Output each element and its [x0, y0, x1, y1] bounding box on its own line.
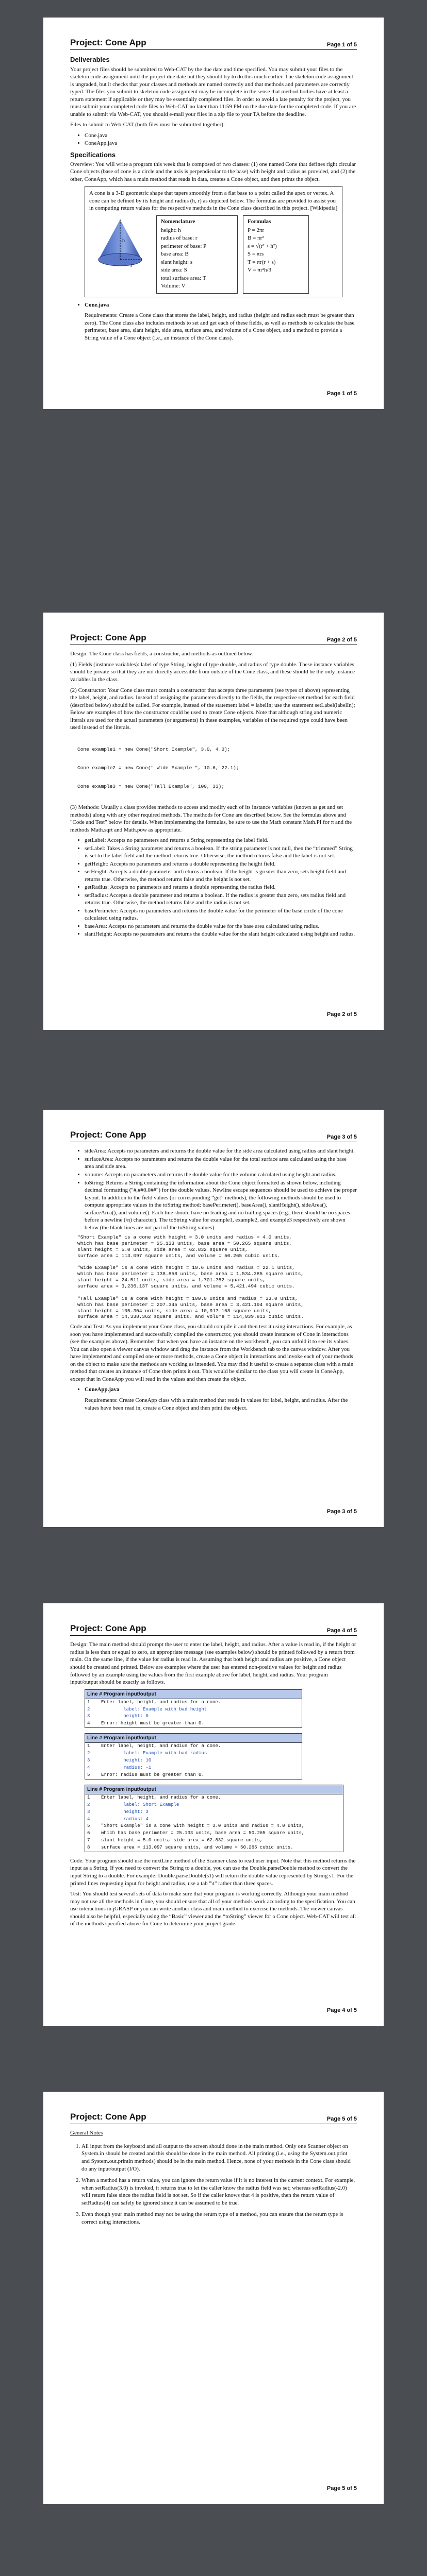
- page-title: Project: Cone App: [70, 633, 146, 642]
- page-footer: Page 4 of 5: [326, 2007, 357, 2014]
- code-line: Cone example2 = new Cone(" Wide Example ", 10.6, 22.1);: [77, 765, 239, 771]
- page-footer: Page 5 of 5: [326, 2485, 357, 2492]
- cone-java-section: [70, 301, 357, 309]
- list-item: 2. When a method has a return value, you can ignore the return value if it is no interest in the current context. For example, when setRadius(3.0) is invoked, it returns true to let the caller know the radius field was set; whereas setRadius(-2.0) will return false since the radius field is not set. So if the caller knows that 4 is positive, then the return value of setRadius(4) can safely be ignored since it can be assumed to be true.: [81, 2177, 357, 2207]
- list-item: • basePerimeter: Accepts no parameters and returns the double value for the perimeter of the base circle of the cone calculated using radius.: [85, 907, 357, 922]
- h-label: h: [122, 238, 125, 244]
- list-item: radius of base: r: [161, 235, 198, 242]
- code-and-test-text: Code and Test: As you implement your Cone class, you should compile it and then test it using interactions. For example, as soon you have implemented and successfully compiled the constructor, you should create instances of Cone in interactions (see the examples above). Remember that when you have an instance on the workbench, you can unfold it to see its values. You can also open a viewer canvas window and drag the instance from the Workbench tab to the canvas window. After you have implemented and compiled one or more methods, create a Cone object in interactions and invoke each of your methods on the object to make sure the methods are working as intended. You may find it useful to create a separate class with a main method that creates an instance of Cone then prints it out. This would be similar to the class you will create in ConeApp, except that in ConeApp you will read in the values and then create the object.: [70, 1324, 354, 1382]
- cone-diagram: [89, 215, 151, 272]
- io-line: 6 which has base perimeter = 25.133 units, base area = 50.265 square units,: [87, 1831, 305, 1836]
- general-notes-list: [70, 2143, 357, 2226]
- list-item: s = √(r² + h²): [248, 243, 277, 249]
- list-item: • Cone.java: [85, 132, 357, 140]
- io-line: 1 Enter label, height, and radius for a cone.: [87, 1743, 221, 1749]
- io-example-table: [85, 1733, 302, 1780]
- code-line: Cone example3 = new Cone("Tall Example", 100, 33);: [77, 783, 225, 789]
- list-item: T = πr(r + s): [248, 259, 276, 265]
- page-title: Project: Cone App: [70, 2112, 146, 2122]
- formulas-heading: Formulas: [248, 218, 271, 225]
- io-line: 3 height: 3: [87, 1809, 149, 1815]
- list-item: 1. All input from the keyboard and all output to the screen should done in the main method. Only one Scanner object on System.in should be created and this should be done in the main method. All printing (i.e., using the System.out.print and System.out.println methods) should be in the main method. Hence, none of your methods in the Cone class should do any input/output (I/O).: [81, 2143, 357, 2173]
- io-table-header: Line # Program input/output: [85, 1785, 343, 1794]
- page-header: [70, 1129, 357, 1142]
- list-item: • setRadius: Accepts a double parameter and returns a boolean. If the radius is greater than zero, sets radius field and returns true. Otherwise, the method returns false and the radius is not set.: [85, 892, 357, 907]
- list-item: • getLabel: Accepts no parameters and returns a String representing the label field.: [85, 837, 357, 844]
- files-intro: Files to submit to Web-CAT (both files must be submitted together):: [70, 122, 225, 128]
- coneapp-requirements: Requirements: Create ConeApp class with a main method that reads in values for label, height, and radius. After the values have been read in, create a Cone object and then print the object.: [85, 1397, 348, 1411]
- io-example-table: [85, 1689, 302, 1728]
- general-notes-heading: General Notes: [70, 2130, 103, 2137]
- list-item: perimeter of base: P: [161, 243, 207, 249]
- deliverables-heading: Deliverables: [70, 56, 110, 64]
- page-number: Page 5 of 5: [326, 2115, 357, 2122]
- nomenclature-list: [161, 227, 233, 290]
- specifications-heading: Specifications: [70, 150, 116, 159]
- tostring-example: "Short Example" is a cone with height = 3.0 units and radius = 4.0 units, which has base perimeter = 25.133 units, base area = 50.265 square units, slant height = 5.0 units, side area = 62.832 square units, surface area = 113.097 square units, and volume = 50.265 cubic units.: [77, 1234, 292, 1259]
- io-line: 2 label: Example with bad radius: [87, 1751, 207, 1756]
- page-header: [70, 2111, 357, 2124]
- io-table-header: Line # Program input/output: [85, 1734, 302, 1743]
- list-item: Volume: V: [161, 283, 186, 290]
- list-item: total surface area: T: [161, 275, 206, 281]
- page-title: Project: Cone App: [70, 1130, 146, 1140]
- page-footer: Page 2 of 5: [326, 1011, 357, 1018]
- deliverables-text: Your project files should be submitted to Web-CAT by the due date and time specified. You may submit your files to the skeleton code assignment until the project due date but they should try to do this much earlier. The skeleton code assignment is ungraded, but it checks that your classes and methods are named correctly and that methods and parameters are correctly typed. The files you submit to skeleton code assignment may be incomplete in the sense that method bodies have at least a return statement if applicable or they may be essentially completed files. In order to avoid a late penalty for the project, you must submit your completed code files to Web-CAT no later than 11:59 PM on the due date for the completed code. If you are unable to submit via Web-CAT, you should e-mail your files in a zip file to your TA before the deadline.: [70, 66, 356, 117]
- code-text: Code: Your program should use the nextLine method of the Scanner class to read user input. Note that this method returns the input as a String. If you need to convert the String to a double, you can use the Double.parseDouble method to convert the input String to a double. For example: Double.parseDouble(s1) will return the double value represented by String s1. For the printed lines requesting input for height and radius, use a tab "\t" rather than three spaces.: [70, 1857, 356, 1887]
- io-example-table: [85, 1785, 343, 1852]
- page-header: [70, 1623, 357, 1636]
- list-item: V = πr²h/3: [248, 267, 272, 274]
- list-item: S = πrs: [248, 251, 264, 258]
- list-item: • surfaceArea: Accepts no parameters and returns the double value for the total surface area calculated using the base area and side area.: [85, 1156, 357, 1171]
- constructor-code: [77, 735, 357, 802]
- list-item: • volume: Accepts no parameters and returns the double value for the volume calculated using height and radius.: [85, 1171, 357, 1179]
- io-line: 4 radius: -1: [87, 1765, 152, 1771]
- io-line: 2 label: Example with bad height: [87, 1706, 207, 1712]
- io-line: 3 height: 10: [87, 1758, 152, 1764]
- io-line: 3 height: 0: [87, 1714, 149, 1719]
- code-line: Cone example1 = new Cone("Short Example", 3.0, 4.0);: [77, 747, 231, 753]
- list-item: • baseArea: Accepts no parameters and returns the double value for the base area calculated using radius.: [85, 923, 357, 930]
- list-item: • ConeApp.java: [85, 140, 357, 147]
- io-line: 5 Error: radius must be greater than 0.: [87, 1772, 204, 1777]
- page-4: [43, 1603, 384, 2026]
- list-item: slant height: s: [161, 259, 193, 265]
- list-item: • setHeight: Accepts a double parameter and returns a boolean. If the height is greater than zero, sets height field and returns true. Otherwise, the method returns false and the height is not set.: [85, 868, 357, 883]
- page-5: [43, 2092, 384, 2504]
- page-header: [70, 37, 357, 50]
- io-line: 8 surface area = 113.097 square units, and volume = 50.265 cubic units.: [87, 1845, 293, 1851]
- list-item: • getRadius: Accepts no parameters and returns a double representing the radius field.: [85, 884, 357, 891]
- list-item: • getHeight: Accepts no parameters and returns a double representing the height field.: [85, 860, 357, 868]
- list-item: • slantHeight: Accepts no parameters and returns the double value for the slant height calculated using height and radius.: [85, 930, 357, 938]
- files-list: [70, 132, 357, 147]
- list-item: side area: S: [161, 267, 187, 274]
- page-number: Page 3 of 5: [326, 1133, 357, 1140]
- page-3: [43, 1110, 384, 1527]
- list-item: B = πr²: [248, 235, 264, 242]
- coneapp-java-section: [70, 1386, 357, 1394]
- io-line: 1 Enter label, height, and radius for a cone.: [87, 1794, 221, 1800]
- constructor-text: (2) Constructor: Your Cone class must contain a constructor that accepts three parameters (see types of above) representing the label, height, and radius. Instead of assigning the parameters directly to the fields, the respective set method for each field (described below) should be called. For example, instead of the statement label = labelIn; use the statement setLabel(labelIn); Below are examples of how the constructor could be used to create Cone objects. Note that although string and numeric literals are used for the actual parameters (or arguments) in these examples, variables of the required type could have been used instead of the literals.: [70, 687, 355, 731]
- page-2: [43, 613, 384, 1030]
- section-title: • ConeApp.java: [85, 1386, 357, 1394]
- page-number: Page 1 of 5: [326, 41, 357, 48]
- list-item: 3. Even though your main method may not be using the return type of a method, you can ensure that the return type is correct using interactions.: [81, 2211, 357, 2226]
- methods-intro: (3) Methods: Usually a class provides methods to access and modify each of its instance variables (known as get and set methods) along with any other required methods. The methods for Cone are described below. See the formulas above and "Code and Test" below for details. When implementing the formulas, be sure to use the Math constant Math.PI for π and the methods Math.sqrt and Math.pow as appropriate.: [70, 804, 352, 833]
- page-1: [43, 18, 384, 409]
- io-line: 4 radius: 4: [87, 1816, 149, 1822]
- io-table-header: Line # Program input/output: [85, 1690, 302, 1699]
- list-item: • setLabel: Takes a String parameter and returns a boolean. If the string parameter is not null, then the “trimmed” String is set to the label field and the method returns true. Otherwise, the method returns false and the label is not set.: [85, 845, 357, 860]
- r-label: r: [130, 263, 133, 268]
- list-item: base area: B: [161, 251, 189, 258]
- page-footer: Page 3 of 5: [326, 1509, 357, 1515]
- page-title: Project: Cone App: [70, 38, 146, 47]
- page-footer: Page 1 of 5: [326, 391, 357, 397]
- cone-figure-box: [85, 186, 342, 297]
- page-title: Project: Cone App: [70, 1623, 146, 1633]
- design-text: Design: The main method should prompt the user to enter the label, height, and radius. After a value is read in, if the height or radius is less than or equal to zero, an appropriate message (see examples below) should be printed followed by a return from main. On the same line, if the value for radius is read in. Assuming that both height and radius are positive, a Cone object should be created and printed. Below are examples where the user has entered non-positive values for height and radius followed by an example using the values from the first example above for label, height, and radius. Your program input/output should be exactly as follows.: [70, 1641, 356, 1686]
- formulas-box: [243, 215, 309, 294]
- io-line: 1 Enter label, height, and radius for a cone.: [87, 1699, 221, 1705]
- cone-requirements: Requirements: Create a Cone class that stores the label, height, and radius (height and radius each must be greater than zero). The Cone class also includes methods to set and get each of these fields, as well as methods to calculate the base perimeter, base area, slant height, side area, surface area, and volume of a Cone object, and a method to provide a String value of a Cone object (i.e., an instance of the Cone class).: [85, 312, 355, 341]
- list-item: P = 2πr: [248, 227, 265, 233]
- overview-text: Overview: You will write a program this week that is composed of two classes: (1) one named Cone that defines right circular Cone objects (base of cone is a circle and the axis is perpendicular to the base) with height and radius as provided, and (2) the other, ConeApp, which has a main method that reads in data, creates a Cone object, and then prints the object.: [70, 161, 356, 182]
- formulas-list: [248, 227, 304, 274]
- test-text: Test: You should test several sets of data to make sure that your program is working correctly. Although your main method may not use all the methods in Cone, you should ensure that all of your methods work according to the specification. You can use interactions in jGRASP or you can write another class and main method to exercise the methods. The viewer canvas should also be helpful, especially using the “Basic” viewer and the “toString” viewer for a Cone object. Web-CAT will test all of the methods specified above for Cone to determine your project grade.: [70, 1891, 356, 1927]
- tostring-examples: [77, 1234, 357, 1320]
- section-title: • Cone.java: [85, 301, 357, 309]
- figure-row: [89, 215, 338, 294]
- design-text: Design: The Cone class has fields, a constructor, and methods as outlined below.: [70, 651, 253, 657]
- tostring-example: "Tall Example" is a cone with height = 100.0 units and radius = 33.0 units, which has base perimeter = 207.345 units, base area = 3,421.194 square units, slant height = 105.304 units, side area = 10,917.168 square units, surface area = 14,338.362 square units, and volume = 114,039.813 cubic units.: [77, 1295, 304, 1320]
- tostring-example: "Wide Example" is a cone with height = 10.6 units and radius = 22.1 units, which has base perimeter = 138.858 units, base area = 1,534.385 square units, slant height = 24.511 units, side area = 1,701.752 square units, surface area = 3,236.137 square units, and volume = 5,421.494 cubic units.: [77, 1265, 304, 1290]
- list-item: • toString: Returns a String containing the information about the Cone object formatted as shown below, including decimal formatting ("#,##0.0##") for the double values. Newline escape sequences should be used to achieve the proper layout. In addition to the field values (or corresponding “get” methods), the following methods should be used to compute appropriate values in the toString method: basePerimeter(), baseArea(), slantHeight(), sideArea(), surfaceArea(), and volume(). Each line should have no leading and no trailing spaces (e.g., there should be no spaces before a newline (\n) character). The toString value for example1, example2, and example3 respectively are shown below (the blank lines are not part of the toString values).: [85, 1179, 357, 1232]
- page-number: Page 2 of 5: [326, 636, 357, 643]
- nomenclature-box: [156, 215, 238, 294]
- methods-list-continued: [70, 1147, 357, 1231]
- list-item: • sideArea: Accepts no parameters and returns the double value for the side area calculated using radius and slant height.: [85, 1147, 357, 1155]
- page-header: [70, 632, 357, 645]
- io-line: 2 label: Short Example: [87, 1802, 179, 1807]
- io-line: 7 slant height = 5.0 units, side area = 62.832 square units,: [87, 1838, 263, 1843]
- nomenclature-heading: Nomenclature: [161, 218, 195, 225]
- list-item: height: h: [161, 227, 181, 233]
- page-number: Page 4 of 5: [326, 1627, 357, 1634]
- io-line: 5 "Short Example" is a cone with height = 3.0 units and radius = 4.0 units,: [87, 1823, 305, 1829]
- figure-intro: A cone is a 3-D geometric shape that tapers smoothly from a flat base to a point called the apex or vertex. A cone can be defined by its height and radius (h, r) as depicted below. The formulas are provided to assist you in computing return values for the respective methods in the Cone class described in this project. [Wikipedia]: [89, 190, 338, 212]
- methods-list: [70, 837, 357, 938]
- fields-text: (1) Fields (instance variables): label of type String, height of type double, and radius of type double. These instance variables should be private so that they are not directly accessible from outside of the Cone class, and these should be the only instance variables in the class.: [70, 661, 355, 683]
- io-line: 4 Error: height must be greater than 0.: [87, 1721, 204, 1726]
